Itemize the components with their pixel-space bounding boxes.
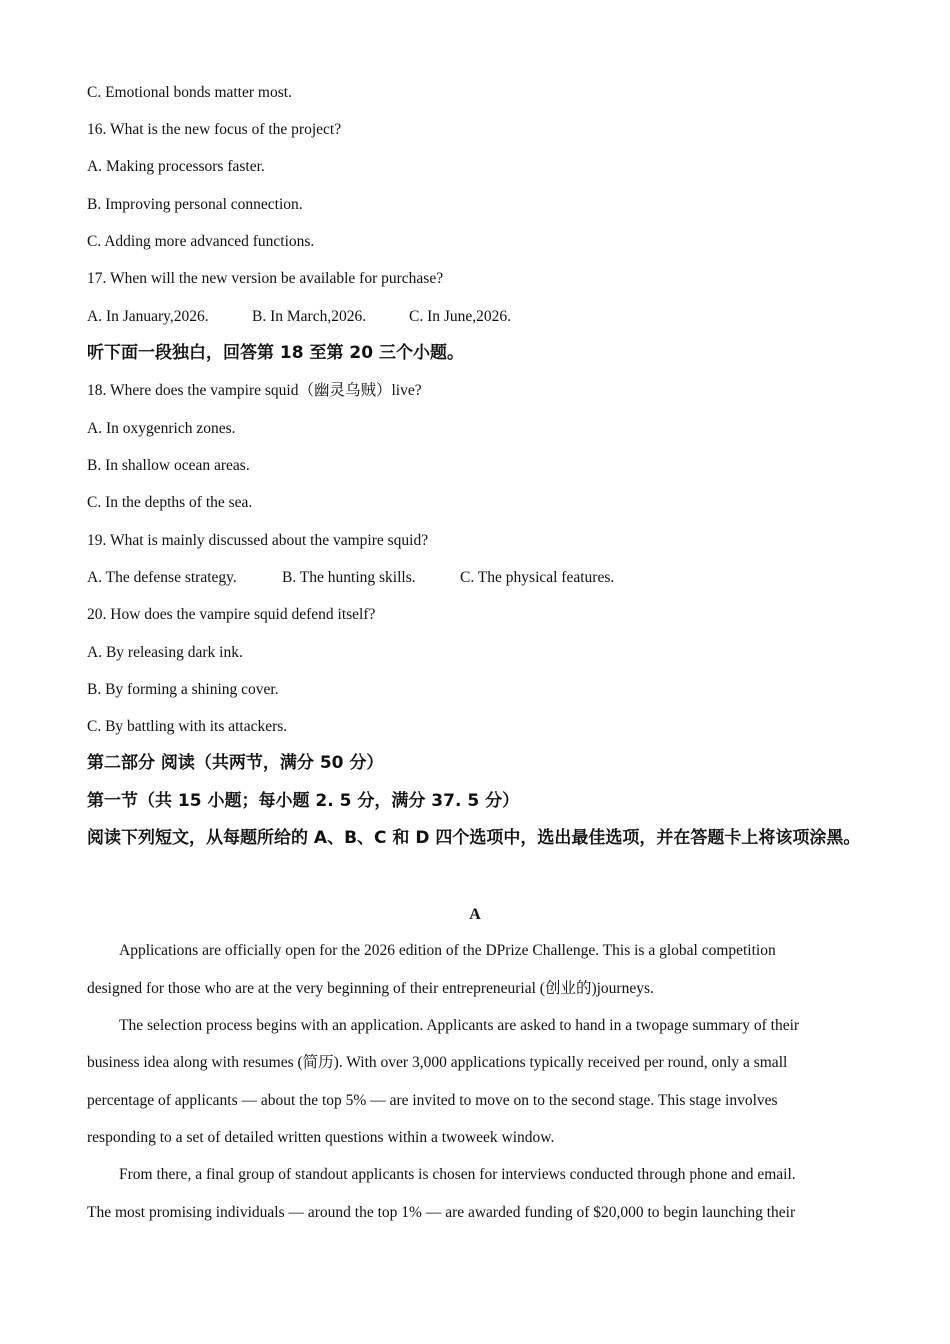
q18-question: 18. Where does the vampire squid（幽灵乌贼）live? [87,382,422,399]
passage-line: percentage of applicants — about the top 5% — are invited to move on to the second stage. This stage involves [87,1092,778,1109]
q20-option-a: A. By releasing dark ink. [87,644,243,661]
reading-section-title: 第一节（共 15 小题；每小题 2. 5 分，满分 37. 5 分） [87,791,520,811]
passage-line: The most promising individuals — around the top 1% — are awarded funding of $20,000 to begin launching their [87,1204,796,1221]
q19-options [87,568,614,588]
passage-line: business idea along with resumes (简历). With over 3,000 applications typically received per round, only a small [87,1054,788,1071]
passage-line: responding to a set of detailed written questions within a twoweek window. [87,1129,555,1146]
q18-option-a: A. In oxygenrich zones. [87,420,236,437]
passage-label: A [469,906,481,923]
q18-option-c: C. In the depths of the sea. [87,494,253,511]
q16-option-c: C. Adding more advanced functions. [87,233,315,250]
q20-question: 20. How does the vampire squid defend itself? [87,606,376,623]
q17-options [87,307,511,327]
q19-option-b: B. The hunting skills. [282,569,416,586]
q15-option-c: C. Emotional bonds matter most. [87,84,292,101]
q19-option-c: C. The physical features. [460,569,615,586]
reading-part-title: 第二部分 阅读（共两节，满分 50 分） [87,753,384,773]
q19-option-a: A. The defense strategy. [87,569,237,586]
q16-question: 16. What is the new focus of the project? [87,121,342,138]
q17-option-c: C. In June,2026. [409,308,512,325]
q18-option-b: B. In shallow ocean areas. [87,457,250,474]
passage-line: From there, a final group of standout applicants is chosen for interviews conducted through phone and email. [119,1166,796,1183]
passage-line: designed for those who are at the very beginning of their entrepreneurial (创业的)journeys. [87,980,654,997]
q20-option-c: C. By battling with its attackers. [87,718,288,735]
q16-option-b: B. Improving personal connection. [87,196,303,213]
q17-option-b: B. In March,2026. [252,308,367,325]
q20-option-b: B. By forming a shining cover. [87,681,279,698]
passage-line: The selection process begins with an application. Applicants are asked to hand in a twopage summary of their [119,1017,800,1034]
q16-option-a: A. Making processors faster. [87,158,265,175]
q17-option-a: A. In January,2026. [87,308,209,325]
monologue-instruction: 听下面一段独白，回答第 18 至第 20 三个小题。 [87,343,464,363]
q19-question: 19. What is mainly discussed about the vampire squid? [87,532,429,549]
passage-line: Applications are officially open for the 2026 edition of the DPrize Challenge. This is a global competition [119,942,776,959]
q17-question: 17. When will the new version be available for purchase? [87,270,444,287]
reading-instruction: 阅读下列短文，从每题所给的 A、B、C 和 D 四个选项中，选出最佳选项，并在答题卡上将该项涂黑。 [87,828,861,848]
